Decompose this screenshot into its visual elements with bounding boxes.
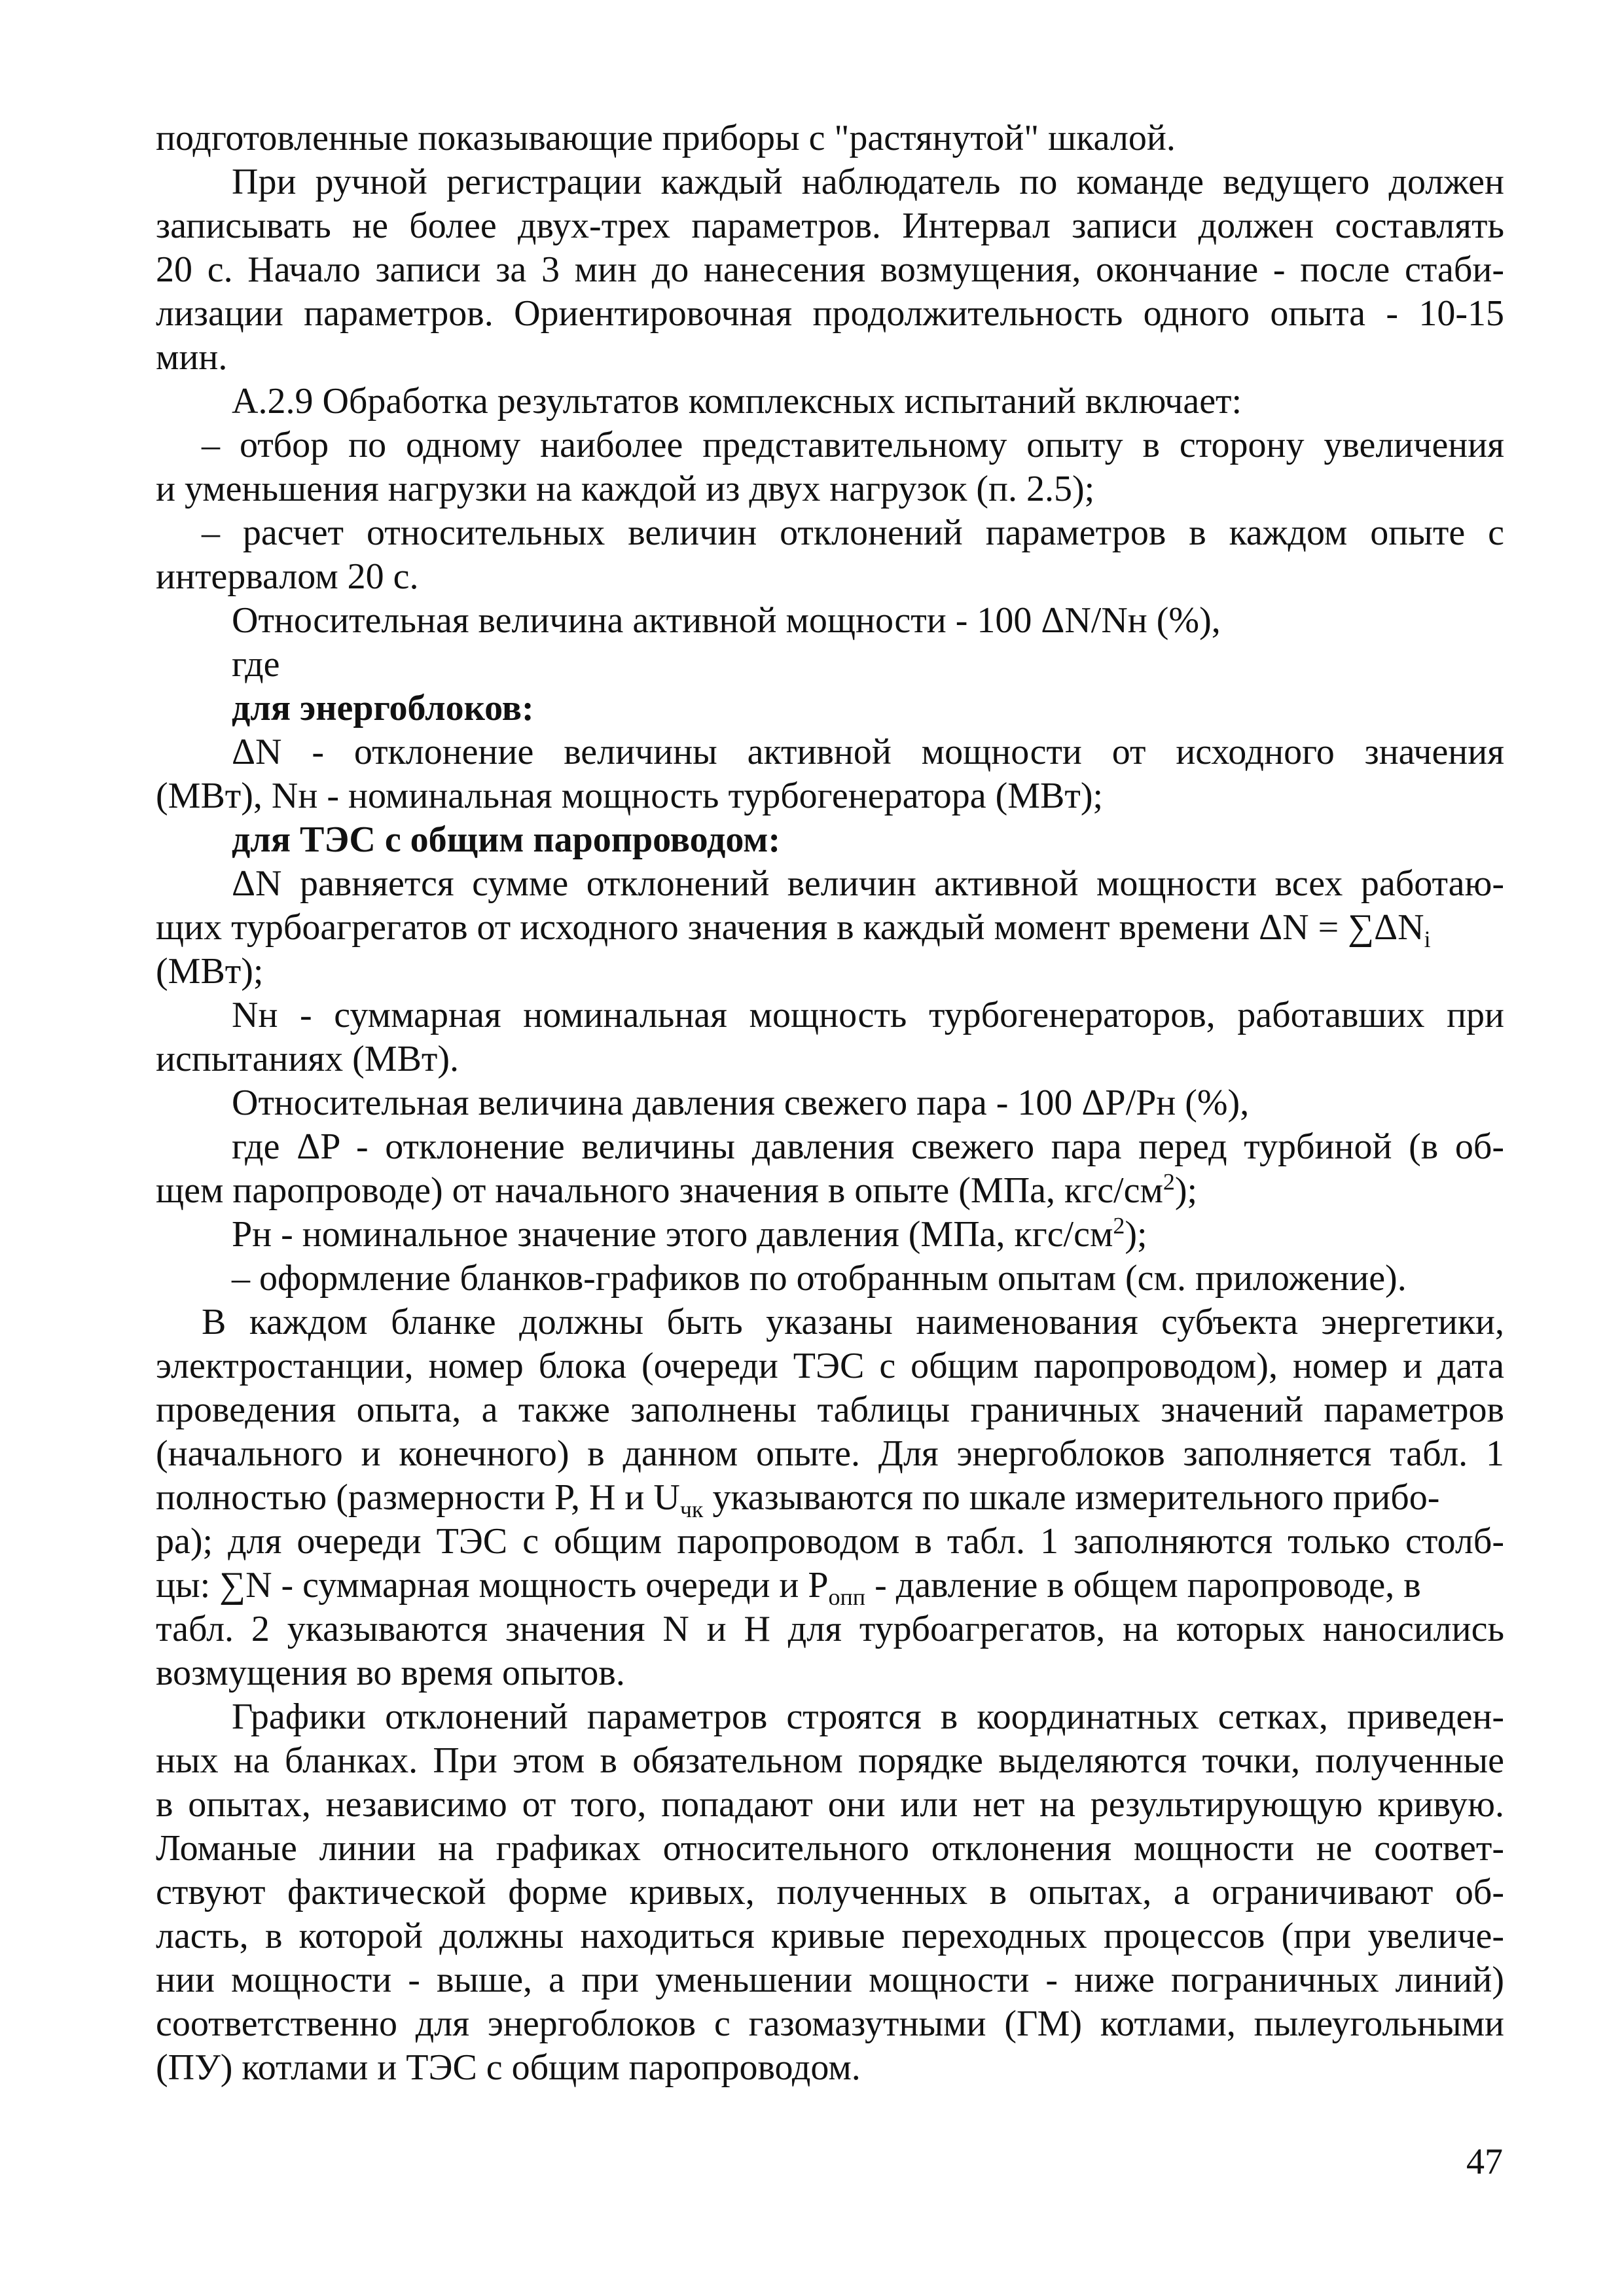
list-item: – отбор по одному наиболее представительному опыту в сторону увеличения [202, 425, 1504, 465]
text-segment: - давление в общем паропроводе, в [875, 1565, 1421, 1605]
text-line: электростанции, номер блока (очереди ТЭС с общим паропроводом), номер и дата [156, 1346, 1504, 1386]
text-line: (ПУ) котлами и ТЭС с общим паропроводом. [156, 2047, 861, 2088]
text-line: нии мощности - выше, а при уменьшении мощности - ниже пограничных линий) [156, 1960, 1504, 2000]
text-line [156, 1213, 1504, 1257]
text-line: где ΔP - отклонение величины давления свежего пара перед турбиной (в об- [232, 1126, 1504, 1167]
subscript: i [1424, 926, 1431, 953]
text-line: проведения опыта, а также заполнены таблицы граничных значений параметров [156, 1390, 1504, 1430]
text-line [156, 1476, 1504, 1523]
text-line: где [232, 644, 280, 685]
text-line: ΔN - отклонение величины активной мощности от исходного значения [232, 732, 1504, 772]
text-line: ствуют фактической форме кривых, полученных в опытах, а ограничивают об- [156, 1872, 1504, 1912]
text-line: Относительная величина активной мощности - 100 ΔN/Nн (%), [232, 600, 1221, 641]
text-segment: ); [1125, 1214, 1147, 1255]
text-line: интервалом 20 с. [156, 556, 419, 597]
text-segment: Pн - номинальное значение этого давления (МПа, кгс/см [232, 1214, 1113, 1255]
text-segment: щих турбоагрегатов от исходного значения в каждый момент времени ΔN = ∑ΔN [156, 907, 1424, 948]
list-item: – оформление бланков-графиков по отобранным опытам (см. приложение). [232, 1258, 1407, 1299]
section-heading: А.2.9 Обработка результатов комплексных испытаний включает: [232, 381, 1242, 422]
text-line: в опытах, независимо от того, попадают они или нет на результирующую кривую. [156, 1784, 1504, 1825]
text-line: Ломаные линии на графиках относительного отклонения мощности не соответ- [156, 1828, 1504, 1869]
text-segment: указываются по шкале измерительного прибо- [712, 1477, 1440, 1518]
text-line: (начального и конечного) в данном опыте. Для энергоблоков заполняется табл. 1 [156, 1433, 1504, 1474]
text-line: записывать не более двух-трех параметров. Интервал записи должен составлять [156, 206, 1504, 246]
subscript: чк [679, 1496, 704, 1523]
text-line [156, 1564, 1504, 1611]
text-line: ласть, в которой должны находиться кривые переходных процессов (при увеличе- [156, 1916, 1504, 1956]
subheading: для ТЭС с общим паропроводом: [232, 819, 781, 860]
text-line: ных на бланках. При этом в обязательном порядке выделяются точки, полученные [156, 1740, 1504, 1781]
text-line: Графики отклонений параметров строятся в координатных сетках, приведен- [232, 1696, 1504, 1737]
text-line: В каждом бланке должны быть указаны наименования субъекта энергетики, [202, 1302, 1504, 1342]
text-line: Nн - суммарная номинальная мощность турбогенераторов, работавших при [232, 995, 1504, 1035]
text-line: 20 с. Начало записи за 3 мин до нанесения возмущения, окончание - после стаби- [156, 249, 1504, 290]
text-line: подготовленные показывающие приборы с "растянутой" шкалой. [156, 118, 1176, 158]
text-line: испытаниях (МВт). [156, 1039, 460, 1079]
text-line: мин. [156, 337, 228, 378]
text-line [156, 1169, 1504, 1213]
subscript: опп [828, 1584, 866, 1611]
text-line: лизации параметров. Ориентировочная продолжительность одного опыта - 10-15 [156, 293, 1504, 334]
text-segment: цы: ∑N - суммарная мощность очереди и P [156, 1565, 829, 1605]
superscript: 2 [1113, 1212, 1125, 1239]
text-segment: щем паропроводе) от начального значения в опыте (МПа, кгс/см [156, 1170, 1163, 1211]
text-line: табл. 2 указываются значения N и Н для турбоагрегатов, на которых наносились [156, 1609, 1504, 1649]
superscript: 2 [1163, 1168, 1175, 1195]
text-line: ра); для очереди ТЭС с общим паропроводом в табл. 1 заполняются только столб- [156, 1521, 1504, 1562]
page-number: 47 [1466, 2142, 1503, 2182]
text-segment: ); [1174, 1170, 1198, 1211]
text-line: (МВт); [156, 951, 264, 992]
text-segment: полностью (размерности P, Н и U [156, 1477, 680, 1518]
subheading: для энергоблоков: [232, 688, 534, 728]
text-line: и уменьшения нагрузки на каждой из двух нагрузок (п. 2.5); [156, 469, 1095, 509]
text-line: возмущения во время опытов. [156, 1653, 625, 1693]
document-page [156, 117, 1504, 2090]
list-item: – расчет относительных величин отклонений параметров в каждом опыте с [202, 512, 1504, 553]
text-line: соответственно для энергоблоков с газомазутными (ГМ) котлами, пылеугольными [156, 2003, 1504, 2044]
text-line: (МВт), Nн - номинальная мощность турбогенератора (МВт); [156, 776, 1104, 816]
text-line: Относительная величина давления свежего пара - 100 ΔP/Pн (%), [232, 1083, 1250, 1123]
text-line [156, 906, 1504, 953]
text-line: ΔN равняется сумме отклонений величин активной мощности всех работаю- [232, 863, 1504, 904]
text-line: При ручной регистрации каждый наблюдатель по команде ведущего должен [232, 162, 1504, 202]
